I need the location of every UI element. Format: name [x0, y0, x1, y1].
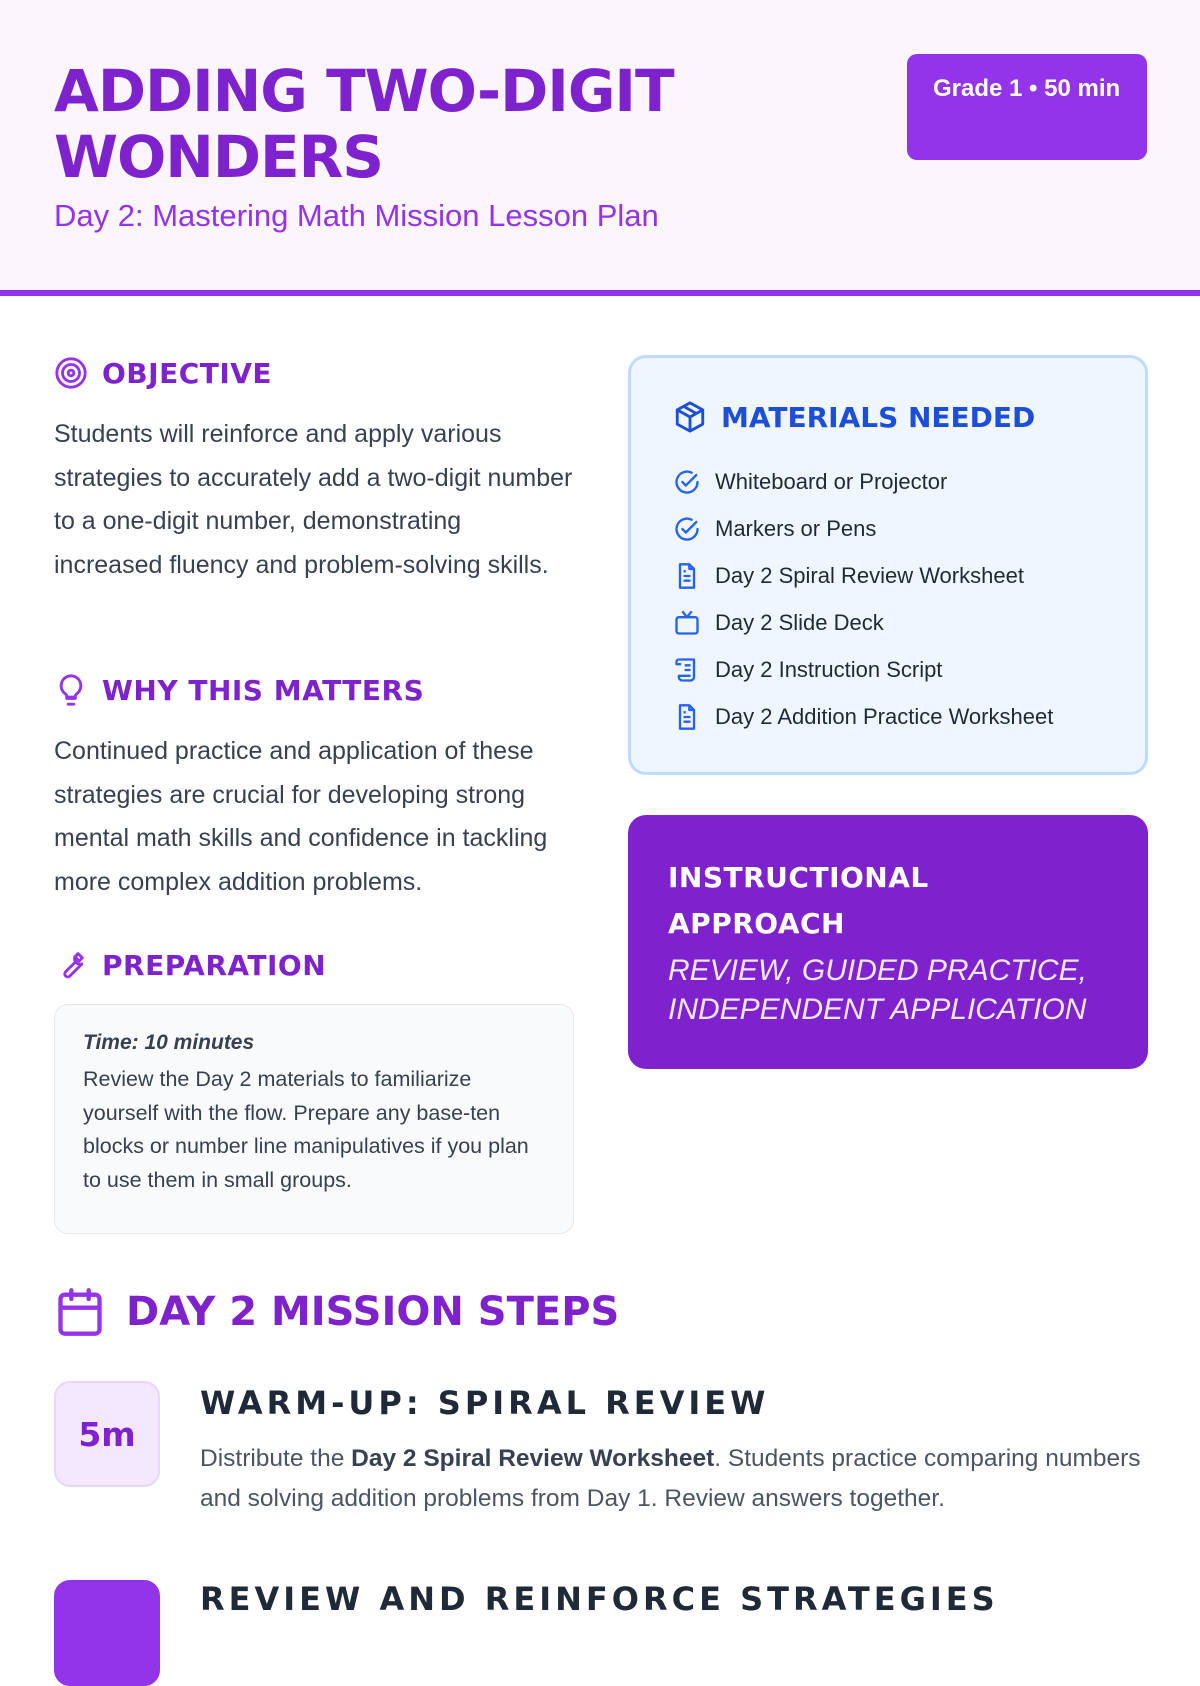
- steps-heading: [54, 1286, 619, 1338]
- document-icon: [673, 703, 701, 731]
- step-title: WARM-UP: SPIRAL REVIEW: [200, 1384, 770, 1422]
- objective-heading: [54, 356, 272, 390]
- material-item: [673, 505, 1053, 552]
- step-description: Distribute the Day 2 Spiral Review Worksheet. Students practice comparing numbers and solving addition problems from Day 1. Review answers together.: [200, 1445, 1141, 1512]
- preparation-text: Review the Day 2 materials to familiarize yourself with the flow. Prepare any base-ten blocks or number line manipulatives if you plan to use them in small groups.: [83, 1067, 529, 1192]
- objective-text: Students will reinforce and apply various strategies to accurately add a two-digit number to a one-digit number, demonstrating increased fluency and problem-solving skills.: [54, 420, 573, 579]
- why-text: Continued practice and application of these strategies are crucial for developing strong mental math skills and confidence in tackling more complex addition problems.: [54, 737, 548, 896]
- lesson-header: [0, 0, 1200, 296]
- step-title: REVIEW AND REINFORCE STRATEGIES: [200, 1580, 999, 1618]
- preparation-heading: [54, 948, 326, 982]
- document-icon: [673, 562, 701, 590]
- instructional-approach-card: [628, 815, 1148, 1069]
- tv-icon: [673, 609, 701, 637]
- check-circle-icon: [673, 468, 701, 496]
- step-time-badge: [54, 1580, 160, 1686]
- materials-heading-label: MATERIALS NEEDED: [721, 400, 1036, 434]
- material-item: [673, 458, 1053, 505]
- objective-heading-label: OBJECTIVE: [102, 356, 273, 390]
- materials-list: [673, 458, 1053, 740]
- step-time-badge: 5m: [54, 1381, 160, 1487]
- material-label: Day 2 Slide Deck: [715, 609, 884, 635]
- grade-duration-badge: Grade 1 • 50 min: [907, 54, 1147, 160]
- box-icon: [673, 400, 707, 434]
- materials-heading: [673, 400, 1035, 434]
- lesson-title: ADDING TWO-DIGIT WONDERS: [54, 57, 674, 191]
- approach-value: REVIEW, GUIDED PRACTICE, INDEPENDENT APPLICATION: [668, 954, 1087, 1026]
- calendar-icon: [54, 1286, 106, 1338]
- target-icon: [54, 356, 88, 390]
- material-item: [673, 552, 1053, 599]
- lightbulb-icon: [54, 673, 88, 707]
- material-label: Day 2 Spiral Review Worksheet: [715, 562, 1024, 588]
- material-label: Day 2 Addition Practice Worksheet: [715, 703, 1054, 729]
- check-circle-icon: [673, 515, 701, 543]
- why-heading: [54, 673, 424, 707]
- scroll-icon: [673, 656, 701, 684]
- material-item: [673, 693, 1053, 740]
- why-heading-label: WHY THIS MATTERS: [102, 673, 425, 707]
- wrench-icon: [54, 948, 88, 982]
- steps-heading-label: DAY 2 MISSION STEPS: [126, 1289, 620, 1335]
- material-item: [673, 646, 1053, 693]
- approach-label: INSTRUCTIONAL APPROACH: [668, 861, 929, 940]
- materials-card: [628, 355, 1148, 775]
- material-label: Whiteboard or Projector: [715, 468, 948, 494]
- preparation-box: [54, 1004, 574, 1234]
- lesson-subtitle: Day 2: Mastering Math Mission Lesson Plan: [54, 198, 659, 233]
- material-item: [673, 599, 1053, 646]
- material-label: Markers or Pens: [715, 515, 877, 541]
- material-label: Day 2 Instruction Script: [715, 656, 943, 682]
- preparation-heading-label: PREPARATION: [102, 948, 327, 982]
- preparation-time: Time: 10 minutes: [83, 1031, 255, 1054]
